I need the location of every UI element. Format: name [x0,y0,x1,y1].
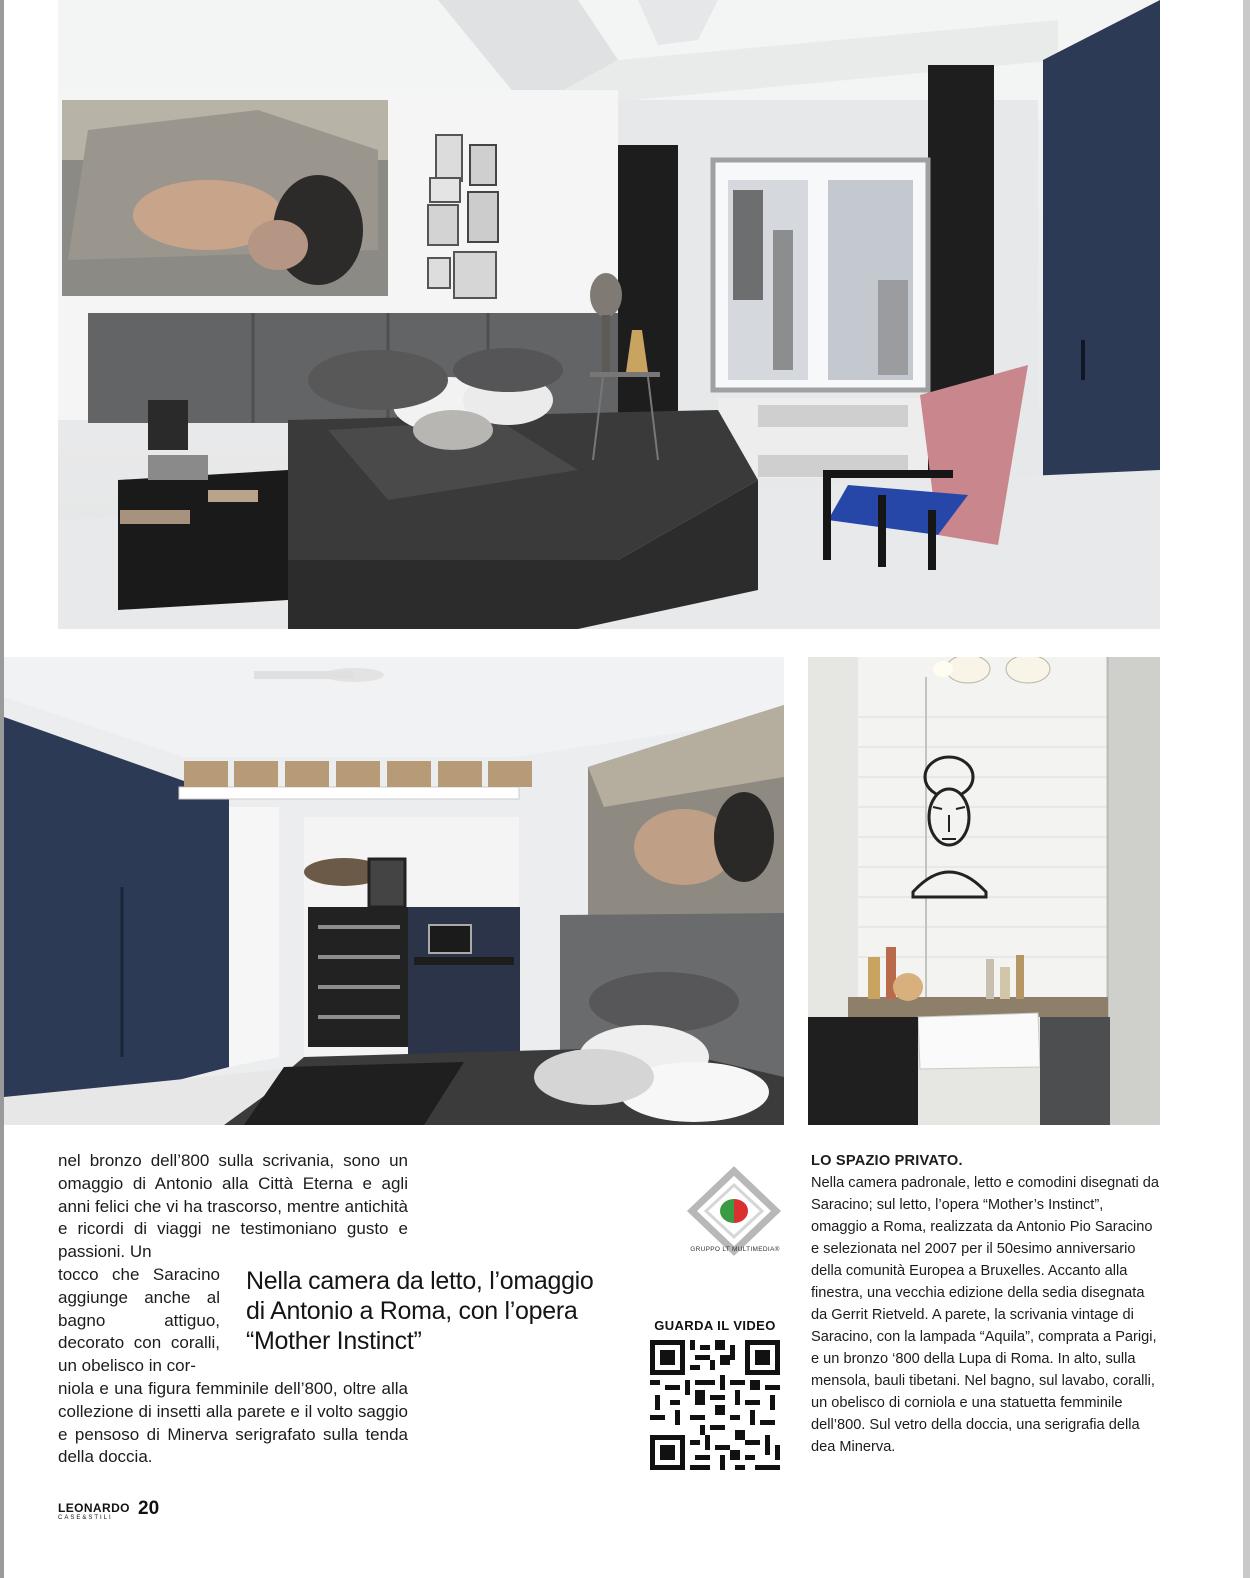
page-edge-right [1243,0,1250,1578]
brand-logo: LEONARDO [58,1501,130,1515]
pull-quote: Nella camera da letto, l’omaggio di Antonio a Roma, con l’opera “Mother Instinct” [246,1267,594,1355]
caption-heading: LO SPAZIO PRIVATO. [811,1153,963,1169]
body-paragraph-top: nel bronzo dell’800 sulla scrivania, sono un omaggio di Antonio alla Città Eterna e agli anni felici che vi ha trascorso, mentre antichità e ricordi di viaggi ne testimoniano gusto e passioni. Un [58,1151,408,1262]
bathroom-photo [808,657,1160,1125]
publisher-label: GRUPPO LT MULTIMEDIA® [690,1246,780,1253]
brand-subtitle: CASE&STILI [58,1515,113,1521]
photo-caption [811,1150,1161,1458]
body-paragraph-bottom: niola e una figura femminile dell’800, oltre alla collezione di insetti alla parete e il volto saggio e pensoso di Minerva serigrafato sulla tenda della doccia. [58,1378,408,1467]
page-number: 20 [138,1498,160,1519]
guest-bedroom-photo [4,657,784,1125]
video-label: GUARDA IL VIDEO [654,1318,776,1333]
qr-code-icon[interactable] [650,1340,780,1470]
caption-text: Nella camera padronale, letto e comodini disegnati da Saracino; sul letto, l’opera “Mother’s Instinct”, omaggio a Roma, realizzata da Antonio Pio Saracino e selezionata nel 2007 per il 50esimo anniversario della comunità Europea a Bruxelles. Accanto alla finestra, una vecchia edizione della sedia disegnata da Gerrit Rietveld. A parete, la scrivania vintage di Saracino, con la lampada “Aquila”, comprata a Parigi, e un bronzo ‘800 della Lupa di Roma. In alto, sulla mensola, bauli tibetani. Nel bagno, sul lavabo, coralli, un obelisco di corniola e una statuetta femminile dell’800. Sul vetro della doccia, una serigrafia della dea Minerva. [811,1175,1160,1455]
body-paragraph-wrapped: tocco che Saracino aggiunge anche al bagno attiguo, decorato con coralli, un obelisco in cor- [58,1264,220,1376]
bedroom-photo [58,0,1160,629]
